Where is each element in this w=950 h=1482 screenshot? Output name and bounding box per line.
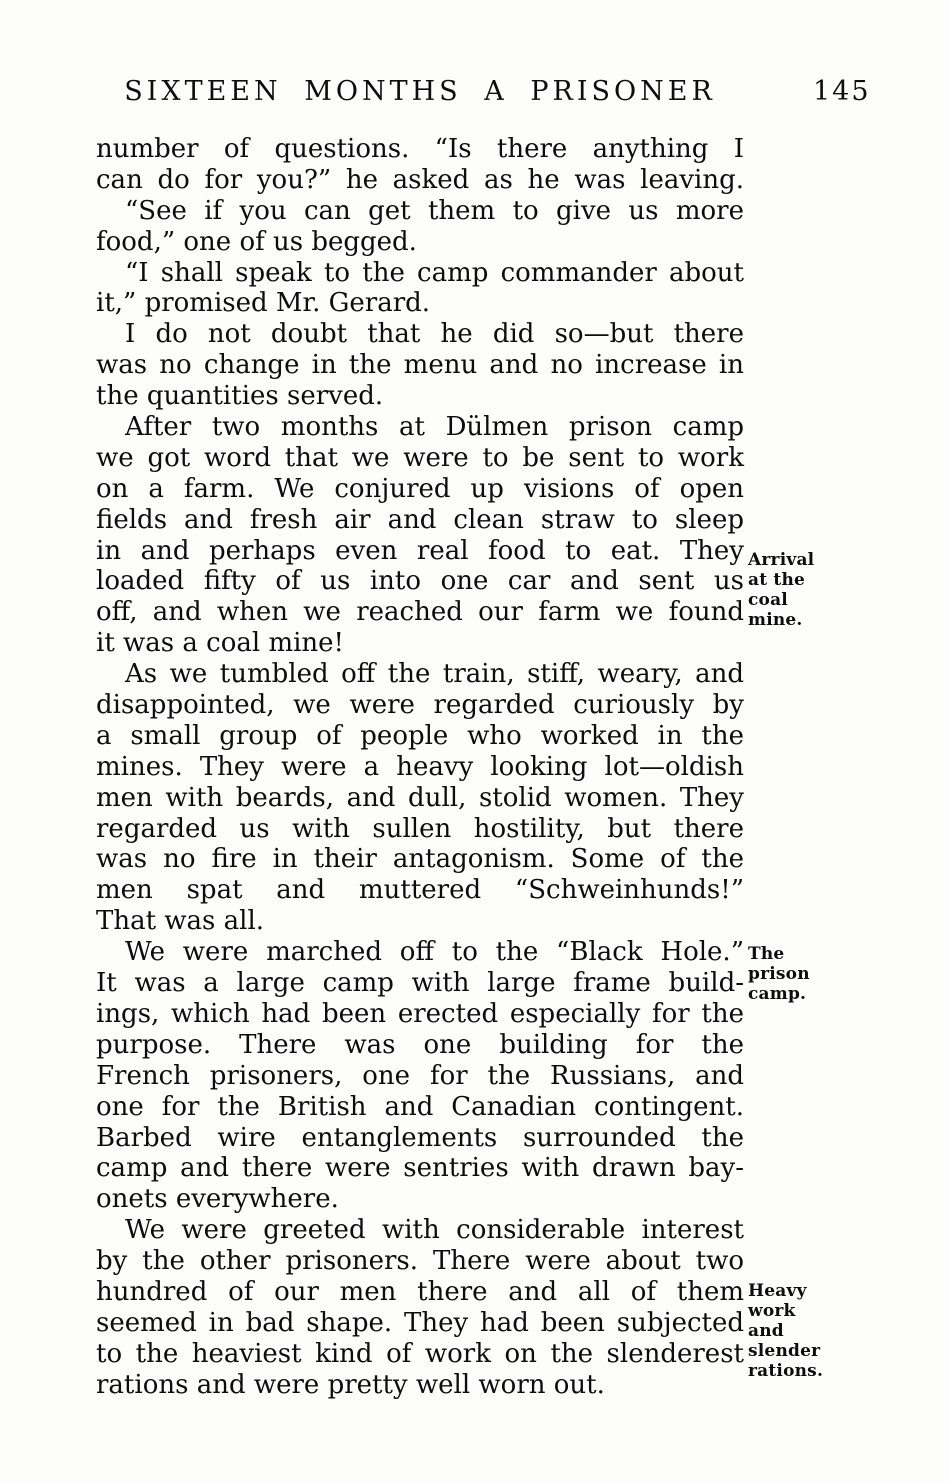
text-line: We were marched off to the “Black Hole.” (125, 937, 744, 968)
text-line: off, and when we reached our farm we found (96, 597, 744, 628)
margin-note-line: Heavy (748, 1281, 807, 1301)
text-line: Barbed wire entanglements surrounded the (96, 1122, 744, 1153)
text-line: ings, which had been erected especially for the (96, 998, 744, 1029)
text-line: a small group of people who worked in the (96, 720, 744, 751)
text-line: on a farm. We conjured up visions of open (96, 473, 744, 504)
margin-note-line: and (748, 1321, 784, 1341)
text-line: we got word that we were to be sent to work (96, 442, 744, 473)
page-title: SIXTEEN MONTHS A PRISONER (124, 76, 716, 107)
margin-note-line: at the (748, 570, 806, 590)
text-line: rations and were pretty well worn out. (96, 1369, 605, 1400)
text-line: “I shall speak to the camp commander about (125, 257, 744, 288)
margin-note-line: mine. (748, 610, 803, 630)
text-line: camp and there were sentries with drawn bay- (96, 1153, 744, 1184)
text-line: We were greeted with considerable interest (125, 1215, 744, 1246)
text-line: onets everywhere. (96, 1184, 339, 1215)
text-line: to the heaviest kind of work on the slenderest (96, 1338, 744, 1369)
margin-note-line: Arrival (748, 550, 815, 570)
paragraph (96, 319, 744, 412)
text-line: the quantities served. (96, 381, 384, 412)
text-line: number of questions. “Is there anything I (96, 134, 744, 164)
margin-note-line: coal (748, 590, 788, 610)
text-line: was no change in the menu and no increase in (96, 350, 744, 381)
text-line: regarded us with sullen hostility, but there (96, 813, 744, 844)
margin-note (748, 1281, 878, 1381)
page-number: 145 (813, 76, 871, 107)
text-line: mines. They were a heavy looking lot—oldish (96, 751, 744, 782)
text-line: one for the British and Canadian contingent. (96, 1091, 744, 1122)
margin-note-line: slender (748, 1341, 821, 1361)
margin-note-line: rations. (748, 1361, 824, 1381)
running-head (0, 76, 950, 116)
paragraph (96, 937, 744, 1215)
text-line: disappointed, we were regarded curiously by (96, 690, 744, 721)
text-line: purpose. There was one building for the (96, 1029, 744, 1060)
margin-note (748, 550, 878, 630)
paragraph (96, 196, 744, 258)
text-line: it,” promised Mr. Gerard. (96, 288, 431, 319)
text-line: men with beards, and dull, stolid women. They (96, 782, 744, 813)
paragraph (96, 258, 744, 320)
text-line: men spat and muttered “Schweinhunds!” (96, 875, 744, 906)
margin-note-line: The (748, 944, 785, 964)
margin-note-line: work (748, 1301, 796, 1321)
paragraph (96, 659, 744, 937)
text-line: seemed in bad shape. They had been subjected (96, 1307, 744, 1338)
paragraph (96, 134, 744, 196)
text-line: That was all. (96, 906, 265, 937)
paragraph (96, 1215, 744, 1400)
text-line: can do for you?” he asked as he was leaving. (96, 164, 744, 195)
margin-note-line: prison (748, 964, 810, 984)
text-line: French prisoners, one for the Russians, and (96, 1060, 744, 1091)
text-line: food,” one of us begged. (96, 226, 417, 257)
text-line: was no fire in their antagonism. Some of the (96, 844, 744, 875)
text-line: by the other prisoners. There were about two (96, 1246, 744, 1277)
text-line: hundred of our men there and all of them (96, 1276, 744, 1307)
text-line: it was a coal mine! (96, 628, 345, 659)
text-line: loaded fifty of us into one car and sent us (96, 566, 744, 597)
margin-note (748, 944, 878, 1004)
text-line: I do not doubt that he did so—but there (125, 319, 744, 350)
paragraph (96, 412, 744, 659)
text-line: “See if you can get them to give us more (125, 195, 744, 226)
text-line: It was a large camp with large frame build- (96, 968, 744, 999)
text-line: fields and fresh air and clean straw to sleep (96, 504, 744, 535)
margin-note-line: camp. (748, 984, 807, 1004)
body-text (96, 134, 744, 1401)
text-line: After two months at Dülmen prison camp (125, 412, 744, 443)
text-line: in and perhaps even real food to eat. They (96, 535, 744, 566)
text-line: As we tumbled off the train, stiff, weary, and (125, 659, 744, 690)
